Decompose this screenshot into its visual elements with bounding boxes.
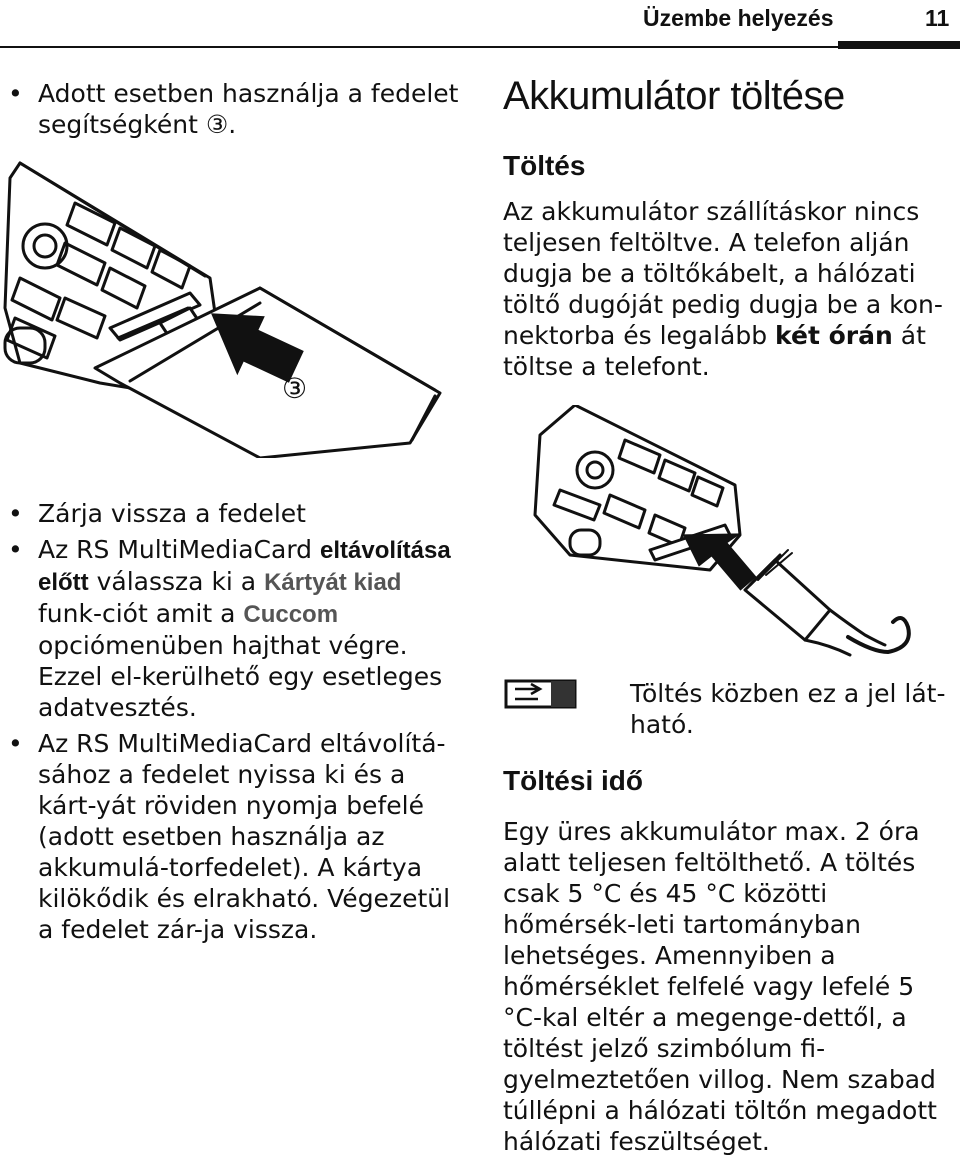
- header-tab-bar: [838, 41, 960, 49]
- figure-callout: ③: [282, 372, 308, 405]
- running-header-title: Üzembe helyezés: [643, 5, 834, 31]
- close-cover-bullet: • Zárja vissza a fedelet: [0, 498, 470, 529]
- remove-card-bullet: • Az RS MultiMediaCard eltávolítá-sához a fedelet nyissa ki és a kárt-yát röviden nyomja befelé (adott esetben használja az akkumulá-torfedelet). A kártya kilökődik és elrakható. Végezetül a fedelet zár-ja vissza.: [0, 728, 470, 945]
- battery-charging-icon: [503, 678, 578, 710]
- paragraph-text: át töltse a telefont.: [503, 321, 926, 381]
- bullet-text: válassza ki a: [88, 567, 265, 596]
- charging-paragraph: [503, 196, 958, 382]
- charging-heading: Töltés: [503, 150, 586, 181]
- bullet-text: funk-ciót amit a: [38, 599, 244, 628]
- charger-illustration: [530, 405, 930, 665]
- bold-term: eltávolítása előtt: [38, 537, 451, 596]
- card-cover-illustration: [0, 158, 460, 458]
- paragraph-text: Az akkumulátor szállításkor nincs teljesen feltöltve. A telefon alján dugja be a töltőkábelt, a hálózati töltő dugóját pedig dugja be a kon-nektorba és legalább: [503, 197, 943, 350]
- intro-bullet-list: [0, 78, 470, 140]
- eject-card-bullet: [0, 534, 470, 723]
- page-number: 11: [925, 5, 950, 31]
- bold-duration: két órán: [775, 321, 893, 350]
- charging-time-paragraph: [503, 816, 958, 1157]
- page-title: Akkumulátor töltése: [503, 74, 845, 118]
- bullet-text: Az RS MultiMediaCard: [38, 535, 320, 564]
- menu-option-cuccom: Cuccom: [243, 601, 339, 628]
- header-rule: [0, 46, 960, 48]
- menu-function-eject: Kártyát kiad: [264, 569, 402, 596]
- paragraph-text: Egy üres akkumulátor max. 2 óra alatt teljesen feltölthető. A töltés csak 5 °C és 45 °C közötti hőmérsék-leti tartományban lehetséges. Amennyiben a hőmérséklet felfelé vagy lefelé 5 °C-kal eltér a megenge-dettől, a töltést jelző szimbólum fi-gyelmeztetően villog. Nem szabad túllépni a hálózati töltőn megadott hálózati feszültséget.: [503, 817, 937, 1156]
- bullet-text: opciómenüben hajthat végre. Ezzel el-kerülhető egy esetleges adatvesztés.: [38, 631, 443, 722]
- charging-note: Töltés közben ez a jel lát-ható.: [630, 679, 946, 739]
- charging-time-heading: Töltési idő: [503, 765, 643, 796]
- removal-bullet-list: [0, 498, 470, 945]
- intro-bullet: • Adott esetben használja a fedelet segítségként ③.: [0, 78, 470, 140]
